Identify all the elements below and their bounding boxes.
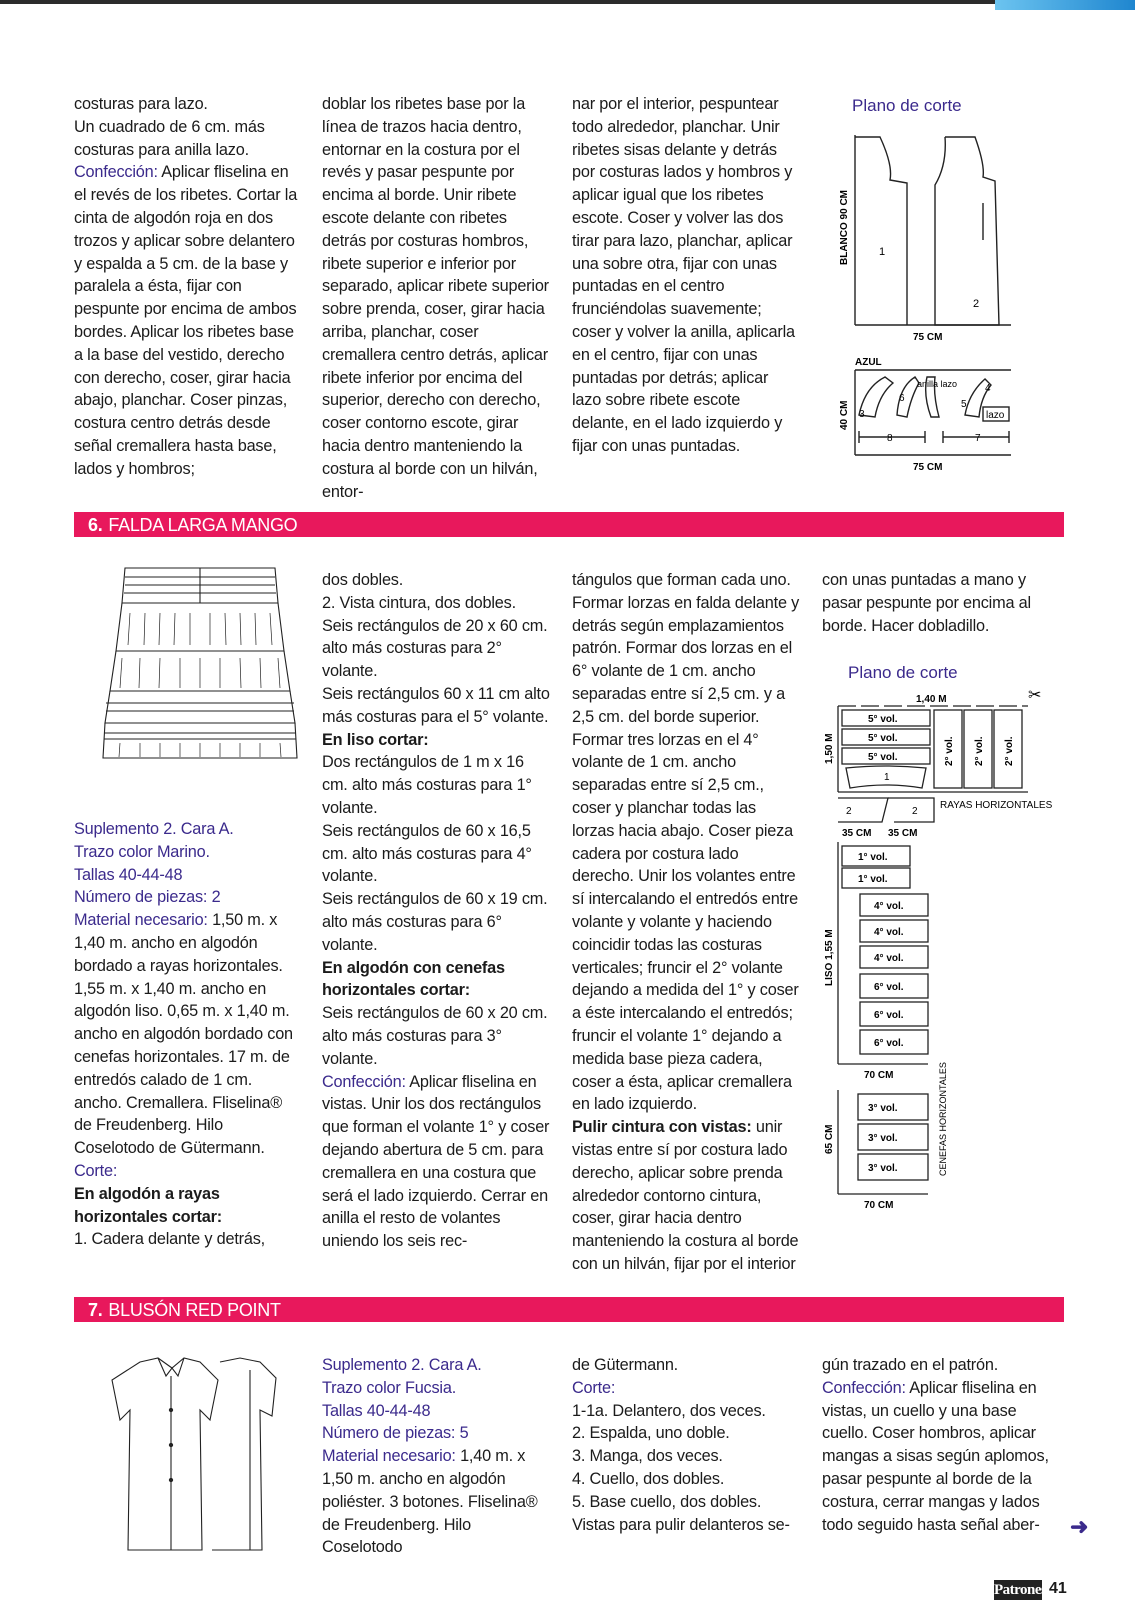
paragraph-label: Material necesario: <box>322 1447 456 1466</box>
s5-piece1-outline <box>855 137 907 325</box>
s6-p1: 1 <box>884 772 890 783</box>
paragraph-text: 5. Base cuello, dos dobles. <box>572 1492 762 1511</box>
s6-v6a: 6° vol. <box>874 982 904 993</box>
s6-v2c: 2° vol. <box>1004 736 1015 766</box>
paragraph-text: 2. Espalda, uno doble. <box>572 1424 730 1443</box>
paragraph-text: Aplicar fliselina en vistas. Unir los dos rectángulos que forman el volante 1° y coser dejando abertura de 5 cm. para cremallera en una costura que será el lado izquierdo. Cerrar en anilla el resto de volantes uniendo los seis rec- <box>322 1072 550 1251</box>
s5-num-7: 7 <box>975 433 981 444</box>
paragraph-label: Suplemento 2. Cara A. <box>322 1356 482 1374</box>
skirt-illustration <box>100 563 300 771</box>
s6-cenefas: CENEFAS HORIZONTALES <box>938 1062 948 1176</box>
s6-v5a: 5° vol. <box>868 714 898 725</box>
paragraph <box>74 1228 300 1251</box>
paragraph <box>322 683 550 729</box>
paragraph-heading: En liso cortar: <box>322 730 429 749</box>
paragraph-text: 1,40 m. x 1,50 m. ancho en algodón poliéster. 3 botones. Fliselina® de Freudenberg. Hilo Coselotodo <box>322 1447 538 1557</box>
s5-label-blanco: BLANCO 90 CM <box>839 189 850 265</box>
s6-v6b: 6° vol. <box>874 1010 904 1021</box>
paragraph <box>572 1354 800 1377</box>
s6-col4 <box>822 569 1050 637</box>
paragraph <box>74 909 300 1160</box>
s7-col2 <box>322 1354 550 1559</box>
paragraph <box>322 1002 550 1070</box>
paragraph <box>322 615 550 683</box>
s6-v3a: 3° vol. <box>868 1103 898 1114</box>
paragraph <box>822 1377 1050 1537</box>
continue-arrow-icon: ➜ <box>1070 1514 1089 1539</box>
s6-h65: 65 CM <box>824 1124 835 1154</box>
magazine-logo: Patrones <box>994 1582 1047 1598</box>
paragraph <box>74 93 300 116</box>
paragraph <box>322 592 550 615</box>
paragraph <box>322 957 550 1003</box>
s5-num-2: 2 <box>973 298 980 310</box>
paragraph-text: dos dobles. <box>322 571 404 589</box>
paragraph-text: gún trazado en el patrón. <box>822 1356 999 1374</box>
paragraph-label: Confección: <box>822 1378 906 1397</box>
paragraph <box>322 820 550 888</box>
paragraph <box>822 1354 1050 1377</box>
s5-cutting-plan <box>835 125 1035 485</box>
s7-col4 <box>822 1354 1050 1536</box>
paragraph-text: Seis rectángulos de 60 x 20 cm. alto más costuras para 3° volante. <box>322 1004 548 1068</box>
paragraph-text: 2. Vista cintura, dos dobles. <box>322 593 516 612</box>
paragraph-text: Seis rectángulos de 60 x 16,5 cm. alto más costuras para 4° volante. <box>322 821 532 886</box>
paragraph <box>572 1491 800 1514</box>
paragraph-text: Vistas para pulir delanteros se- <box>572 1515 790 1534</box>
paragraph <box>572 1377 800 1400</box>
paragraph-label: Corte: <box>572 1378 616 1397</box>
s6-w35a: 35 CM <box>842 828 872 839</box>
s6-v2b: 2° vol. <box>974 736 985 766</box>
paragraph <box>572 1445 800 1468</box>
paragraph <box>572 569 800 1116</box>
paragraph-text: Aplicar fliselina en vistas, un cuello y una base cuello. Coser hombros, aplicar mangas a sisas según aplomos, pasar pespunte al borde de la costura, cerrar mangas y lados todo seguido hasta señal aber- <box>822 1378 1049 1534</box>
paragraph-text: 4. Cuello, dos dobles. <box>572 1469 725 1488</box>
paragraph <box>572 1116 800 1276</box>
paragraph-heading: En algodón a rayas horizontales cortar: <box>74 1184 222 1226</box>
paragraph-text: 1. Cadera delante y detrás, <box>74 1230 266 1249</box>
s6-col3 <box>572 569 800 1276</box>
paragraph <box>322 751 550 819</box>
s5-width-2: 75 CM <box>913 462 943 473</box>
s6-p2b: 2 <box>912 806 918 817</box>
s5-label-lazo: lazo <box>986 410 1005 421</box>
s5-num-6: 6 <box>899 393 905 404</box>
paragraph-text: Seis rectángulos de 60 x 19 cm. alto más costuras para 6° volante. <box>322 890 548 954</box>
paragraph-text: tángulos que forman cada uno. Formar lorzas en falda delante y detrás según emplazamientos patrón. Formar dos lorzas en el 6° volante de 1 cm. ancho separadas entre sí 2,5 cm. y a 2,5 cm. del borde superior. Formar tres lorzas en el 4° volante de 1 cm. ancho separadas entre sí 2,5 cm., coser y planchar todas las lorzas hacia abajo. Coser pieza cadera por costura lado derecho. Unir los volantes entre sí intercalando el entredós entre volante y volante y haciendo coincidir todas las costuras verticales; fruncir el 2° volante dejando a medida del 1° y coser a éste intercalando el entredós; fruncir el volante 1° dejando a medida base pieza cadera, coser a ésta, aplicar cremallera en lado izquierdo. <box>572 571 800 1114</box>
s6-h1: 1,50 M <box>824 733 835 764</box>
paragraph <box>322 1445 550 1559</box>
paragraph <box>74 116 300 162</box>
paragraph <box>74 1160 300 1183</box>
paragraph <box>572 1422 800 1445</box>
s5-col2-text: doblar los ribetes base por la línea de trazos hacia dentro, entornar en la costura por el revés y pasar pespunte por encima al borde. Unir ribete escote delante con ribetes detrás por costuras hombros, ribete superior e inferior por separado, aplicar ribete superior sobre prenda, coser, girar hacia arriba, planchar, coser cremallera centro detrás, aplicar ribete inferior por encima del superior, derecho con derecho, coser contorno escote, girar hacia dentro manteniendo la costura al borde con un hilván, entor- <box>322 95 549 501</box>
s6-w1: 1,40 M <box>916 694 947 705</box>
paragraph <box>572 1468 800 1491</box>
s5-plan-title: Plano de corte <box>852 96 962 115</box>
s6-col2 <box>322 569 550 1253</box>
s6-v3b: 3° vol. <box>868 1133 898 1144</box>
s5-width-1: 75 CM <box>913 332 943 343</box>
s6-col1 <box>74 818 300 1251</box>
s6-v2a: 2° vol. <box>944 736 955 766</box>
s5-num-3: 3 <box>859 409 865 420</box>
paragraph <box>322 1071 550 1253</box>
s6-w70a: 70 CM <box>864 1070 894 1081</box>
paragraph-text: costuras para lazo. <box>74 95 208 113</box>
paragraph <box>322 1422 550 1445</box>
s5-col3 <box>572 93 800 458</box>
paragraph-label: Número de piezas: 5 <box>322 1424 469 1443</box>
paragraph <box>74 161 300 480</box>
section6-header-band <box>74 512 1064 537</box>
s6-liso: LISO 1,55 M <box>824 929 835 986</box>
s6-cutting-plan <box>824 686 1058 1216</box>
paragraph-text: 3. Manga, dos veces. <box>572 1447 723 1466</box>
paragraph-label: Suplemento 2. Cara A. <box>74 820 234 838</box>
paragraph <box>322 1400 550 1423</box>
paragraph <box>322 729 550 752</box>
s6-plan-title: Plano de corte <box>848 663 958 682</box>
section7-header-band <box>74 1297 1064 1322</box>
section7-title: BLUSÓN RED POINT <box>108 1300 281 1320</box>
s5-num-8: 8 <box>887 433 893 444</box>
s6-v4a: 4° vol. <box>874 901 904 912</box>
paragraph-text: Seis rectángulos de 20 x 60 cm. alto más costuras para 2° volante. <box>322 616 548 681</box>
paragraph <box>322 1377 550 1400</box>
s6-v3c: 3° vol. <box>868 1163 898 1174</box>
paragraph-label: Número de piezas: 2 <box>74 888 221 907</box>
scissors-icon: ✂ <box>1028 687 1042 704</box>
s6-p2a: 2 <box>846 806 852 817</box>
s5-height-2: 40 CM <box>839 400 850 430</box>
page-number: 41 <box>1049 1580 1067 1597</box>
s6-col4-text: con unas puntadas a mano y pasar pespunte por encima al borde. Hacer dobladillo. <box>822 571 1031 635</box>
s6-v6c: 6° vol. <box>874 1038 904 1049</box>
s5-num-1: 1 <box>879 246 886 258</box>
paragraph <box>572 1514 800 1537</box>
section7-number: 7. <box>88 1300 103 1320</box>
s5-col1 <box>74 93 300 481</box>
blouse-illustration <box>100 1350 300 1560</box>
paragraph <box>322 569 550 592</box>
paragraph-text: Un cuadrado de 6 cm. más costuras para anilla lazo. <box>74 117 265 159</box>
s5-label-azul: AZUL <box>855 357 882 368</box>
s6-v4b: 4° vol. <box>874 927 904 938</box>
paragraph <box>572 1400 800 1423</box>
paragraph <box>322 1354 550 1377</box>
paragraph-text: 1-1a. Delantero, dos veces. <box>572 1401 766 1420</box>
paragraph <box>74 818 300 841</box>
s6-v1a: 1° vol. <box>858 852 888 863</box>
paragraph-text: de Gütermann. <box>572 1356 679 1374</box>
s5-col2 <box>322 93 550 503</box>
paragraph <box>322 888 550 956</box>
paragraph-label: Corte: <box>74 1161 118 1180</box>
s6-v1b: 1° vol. <box>858 874 888 885</box>
paragraph-text: Aplicar fliselina en el revés de los ribetes. Cortar la cinta de algodón roja en dos trozos y aplicar sobre delantero y espalda a 5 cm. de la base y paralela a ésta, fijar con pespunte por encima de ambos bordes. Aplicar los ribetes base a la base del vestido, derecho con derecho, coser, girar hacia abajo, planchar. Coser pinzas, costura centro detrás desde señal cremallera hasta base, lados y hombros; <box>74 163 298 478</box>
paragraph-label: Trazo color Fucsia. <box>322 1378 457 1397</box>
paragraph-text: Seis rectángulos 60 x 11 cm alto más costuras para el 5° volante. <box>322 684 550 726</box>
s6-w70b: 70 CM <box>864 1200 894 1211</box>
section6-title: FALDA LARGA MANGO <box>108 515 298 535</box>
top-rule <box>0 0 1135 4</box>
paragraph-label: Tallas 40-44-48 <box>74 865 183 884</box>
s5-piece2-outline <box>935 137 999 325</box>
s5-num-4: 4 <box>985 383 991 394</box>
s5-label-anilla: anilla lazo <box>917 379 958 389</box>
paragraph <box>74 886 300 909</box>
paragraph-label: Confección: <box>322 1072 406 1091</box>
s6-rayas: RAYAS HORIZONTALES <box>940 800 1053 811</box>
paragraph-heading: Pulir cintura con vistas: <box>572 1118 752 1137</box>
paragraph-label: Confección: <box>74 163 158 182</box>
s5-num-5: 5 <box>961 399 967 410</box>
s5-col3-text: nar por el interior, pespuntear todo alrededor, planchar. Unir ribetes sisas delante y detrás por costuras lados y hombros y aplicar igual que los ribetes escote. Coser y volver las dos tirar para lazo, planchar, aplicar una sobre otra, fijar con unas puntadas en el centro frunciéndolas suavemente; coser y volver la anilla, aplicarla en el centro, fijar con unas puntadas por detrás; aplicar lazo sobre ribete escote delante, en el lado izquierdo y fijar con unas puntadas. <box>572 95 795 455</box>
section6-number: 6. <box>88 515 103 535</box>
paragraph-text: unir vistas entre sí por costura lado derecho, aplicar sobre prenda alrededor contorno cintura, coser, girar hacia dentro manteniendo la costura al borde con un hilván, fijar por el interior <box>572 1118 799 1273</box>
paragraph <box>74 864 300 887</box>
top-color-strip <box>995 0 1135 10</box>
paragraph <box>74 841 300 864</box>
paragraph-label: Material necesario: <box>74 911 208 930</box>
s6-v4c: 4° vol. <box>874 953 904 964</box>
paragraph-heading: En algodón con cenefas horizontales cortar: <box>322 958 505 1000</box>
s6-v5c: 5° vol. <box>868 752 898 763</box>
s6-v5b: 5° vol. <box>868 733 898 744</box>
paragraph-label: Tallas 40-44-48 <box>322 1401 431 1420</box>
s6-w35b: 35 CM <box>888 828 918 839</box>
paragraph-text: Dos rectángulos de 1 m x 16 cm. alto más costuras para 1° volante. <box>322 753 532 817</box>
paragraph <box>74 1183 300 1229</box>
paragraph-text: 1,50 m. x 1,40 m. ancho en algodón bordado a rayas horizontales. 1,55 m. x 1,40 m. ancho en algodón liso. 0,65 m. x 1,40 m. ancho en algodón bordado con cenefas horizontales. 17 m. de entredós calado de 1 cm. ancho. Cremallera. Fliselina® de Freudenberg. Hilo Coselotodo de Gütermann. <box>74 911 293 1158</box>
paragraph-label: Trazo color Marino. <box>74 842 210 861</box>
s7-col3 <box>572 1354 800 1536</box>
